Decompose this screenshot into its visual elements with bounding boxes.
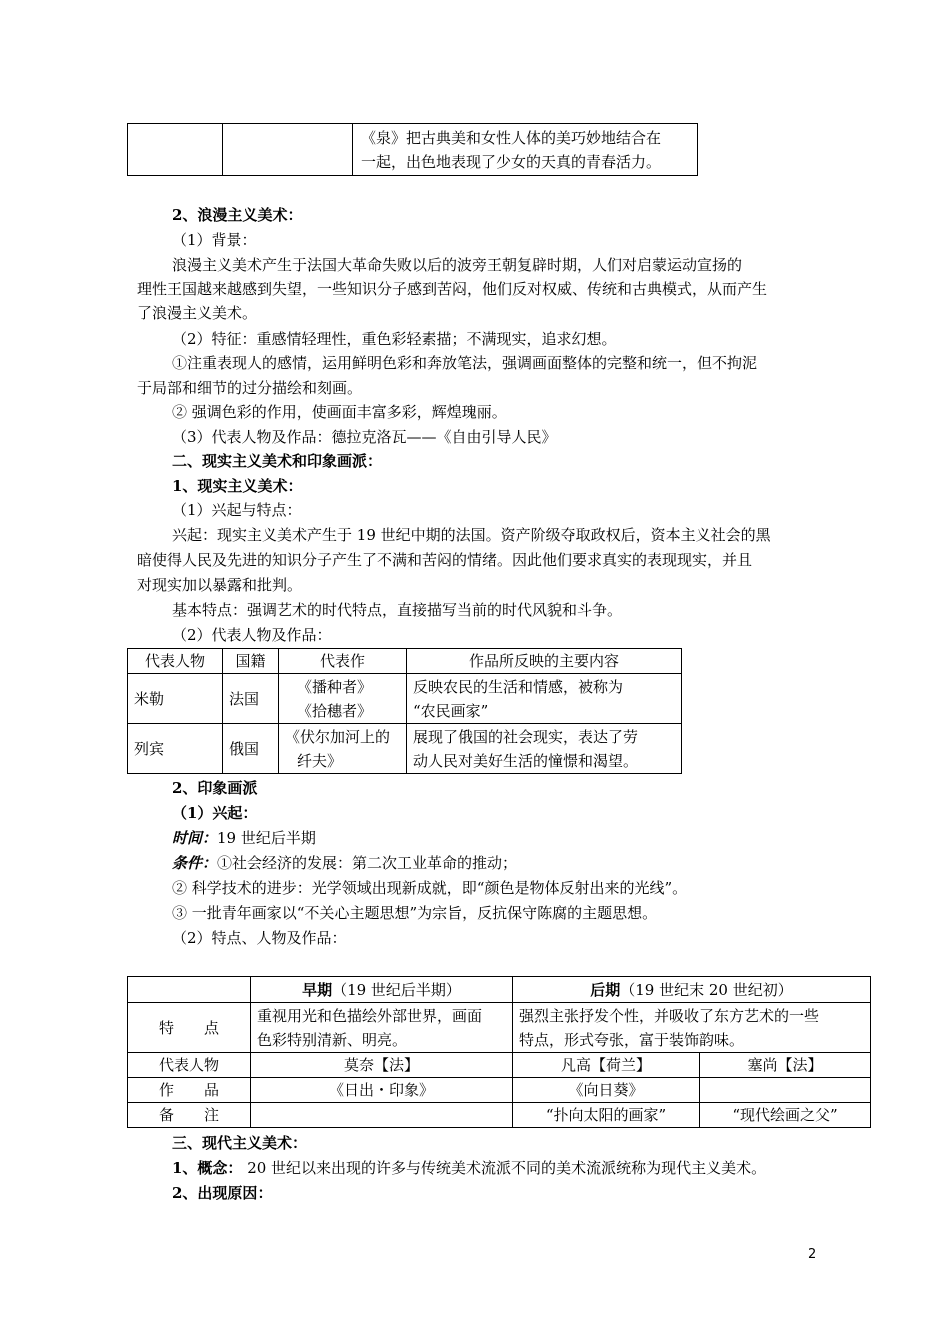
top-table-cell-empty-1 (128, 124, 223, 176)
condition-1: ①社会经济的发展：第二次工业革命的推动； (217, 854, 518, 872)
note-monet (251, 1103, 513, 1128)
realism-rise-line: 对现实加以暴露和批判。 (137, 576, 303, 594)
realism-nation: 俄国 (223, 724, 279, 774)
table-row (128, 724, 682, 774)
top-table (127, 123, 698, 176)
table-row (128, 674, 682, 724)
early-feature-line: 重视用光和色描绘外部世界，画面 (257, 1006, 483, 1025)
realism-works (279, 724, 407, 774)
impressionism-rise-label: （1）兴起： (172, 804, 258, 822)
realism-content-line: “农民画家” (413, 701, 489, 720)
section-2-heading: 二、现实主义美术和印象画派： (172, 452, 383, 470)
impressionism-condition (172, 851, 517, 875)
row-label-feature: 特 点 (128, 1003, 251, 1053)
realism-content (407, 674, 682, 724)
romanticism-bg-line: 了浪漫主义美术。 (137, 304, 258, 322)
impressionism-table-corner (128, 977, 251, 1003)
late-feature-line: 强烈主张抒发个性，并吸收了东方艺术的一些 (519, 1006, 820, 1025)
romanticism-bg-line: 理性王国越来越感到失望，一些知识分子感到苦闷，他们反对权威、传统和古典模式，从而产生 (137, 280, 768, 298)
realism-basic-features: 基本特点：强调艺术的时代特点，直接描写当前的时代风貌和斗争。 (172, 601, 623, 619)
realism-nation: 法国 (223, 674, 279, 724)
early-feature-line: 色彩特别清新、明亮。 (257, 1030, 408, 1049)
romanticism-point-1-cont: 于局部和细节的过分描绘和刻画。 (137, 379, 363, 397)
condition-2: ② 科学技术的进步：光学领域出现新成就，即“颜色是物体反射出来的光线”。 (172, 879, 688, 897)
romanticism-heading: 2、浪漫主义美术： (172, 206, 303, 224)
realism-heading: 1、现实主义美术： (172, 477, 303, 495)
work-monet: 《日出・印象》 (251, 1078, 513, 1103)
romanticism-feature: （2）特征：重感情轻理性，重色彩轻素描；不满现实，追求幻想。 (172, 330, 617, 348)
realism-rise-line: 暗使得人民及先进的知识分子产生了不满和苦闷的情绪。因此他们要求真实的表现现实，并且 (137, 551, 753, 569)
condition-label: 条件： (172, 854, 218, 872)
row-label-works: 作 品 (128, 1078, 251, 1103)
impressionism-time (172, 826, 316, 850)
romanticism-bg-label: （1）背景： (172, 231, 257, 249)
impressionism-heading: 2、印象画派 (172, 779, 258, 797)
realism-rep-label: （2）代表人物及作品： (172, 626, 332, 644)
realism-work: 《播种者》 (297, 677, 373, 696)
late-feature-line: 特点，形式夸张，富于装饰韵味。 (519, 1030, 745, 1049)
top-table-cell-empty-2 (223, 124, 353, 176)
realism-content-line: 动人民对美好生活的憧憬和渴望。 (413, 751, 639, 770)
realism-person: 米勒 (128, 674, 223, 724)
concept-label: 1、概念： (172, 1159, 243, 1177)
late-period-title: 后期 (590, 980, 621, 999)
romanticism-point-2: ② 强调色彩的作用，使画面丰富多彩，辉煌瑰丽。 (172, 403, 507, 421)
realism-table (127, 648, 682, 774)
section-3-heading: 三、现代主义美术： (172, 1134, 308, 1152)
late-period-header (513, 977, 871, 1003)
impressionism-feature-label: （2）特点、人物及作品： (172, 929, 347, 947)
early-period-header (251, 977, 513, 1003)
realism-content (407, 724, 682, 774)
time-label: 时间： (172, 829, 218, 847)
row-label-people: 代表人物 (128, 1053, 251, 1078)
note-cezanne: “现代绘画之父” (700, 1103, 871, 1128)
concept-line (172, 1156, 766, 1180)
romanticism-representative: （3）代表人物及作品：德拉克洛瓦——《自由引导人民》 (172, 428, 557, 446)
concept-text: 20 世纪以来出现的许多与传统美术流派不同的美术流派统称为现代主义美术。 (242, 1159, 767, 1177)
realism-table-header: 代表作 (279, 649, 407, 674)
romanticism-bg-line: 浪漫主义美术产生于法国大革命失败以后的波旁王朝复辟时期，人们对启蒙运动宣扬的 (172, 256, 743, 274)
top-table-line: 一起，出色地表现了少女的天真的青春活力。 (361, 152, 662, 171)
row-label-notes: 备 注 (128, 1103, 251, 1128)
realism-content-line: 展现了俄国的社会现实，表达了劳 (413, 727, 639, 746)
page-number: 2 (808, 1247, 817, 1262)
artist-vangogh: 凡高【荷兰】 (513, 1053, 700, 1078)
work-cezanne (700, 1078, 871, 1103)
note-vangogh: “扑向太阳的画家” (513, 1103, 700, 1128)
artist-monet: 莫奈【法】 (251, 1053, 513, 1078)
realism-table-header: 国籍 (223, 649, 279, 674)
romanticism-point-1: ①注重表现人的感情，运用鲜明色彩和奔放笔法，强调画面整体的完整和统一，但不拘泥 (172, 354, 758, 372)
cause-heading: 2、出现原因： (172, 1184, 273, 1202)
late-period-dates: （19 世纪末 20 世纪初） (620, 980, 793, 999)
early-feature (251, 1003, 513, 1053)
time-value: 19 世纪后半期 (217, 829, 316, 847)
condition-3: ③ 一批青年画家以“不关心主题思想”为宗旨，反抗保守陈腐的主题思想。 (172, 904, 658, 922)
realism-rise-line: 兴起：现实主义美术产生于 19 世纪中期的法国。资产阶级夺取政权后，资本主义社会的黑 (172, 526, 771, 544)
realism-table-header: 代表人物 (128, 649, 223, 674)
early-period-dates: （19 世纪后半期） (332, 980, 461, 999)
late-feature (513, 1003, 871, 1053)
realism-work: 《伏尔加河上的 (285, 727, 391, 746)
realism-work: 《拾穗者》 (297, 701, 373, 720)
realism-works (279, 674, 407, 724)
top-table-line: 《泉》把古典美和女性人体的美巧妙地结合在 (361, 128, 662, 147)
realism-rise-label: （1）兴起与特点： (172, 501, 302, 519)
work-vangogh: 《向日葵》 (513, 1078, 700, 1103)
top-table-cell-text (353, 124, 698, 176)
realism-content-line: 反映农民的生活和情感，被称为 (413, 677, 624, 696)
impressionism-table (127, 976, 871, 1128)
early-period-title: 早期 (302, 980, 333, 999)
realism-table-header: 作品所反映的主要内容 (407, 649, 682, 674)
realism-person: 列宾 (128, 724, 223, 774)
artist-cezanne: 塞尚【法】 (700, 1053, 871, 1078)
realism-work: 纤夫》 (297, 751, 343, 770)
